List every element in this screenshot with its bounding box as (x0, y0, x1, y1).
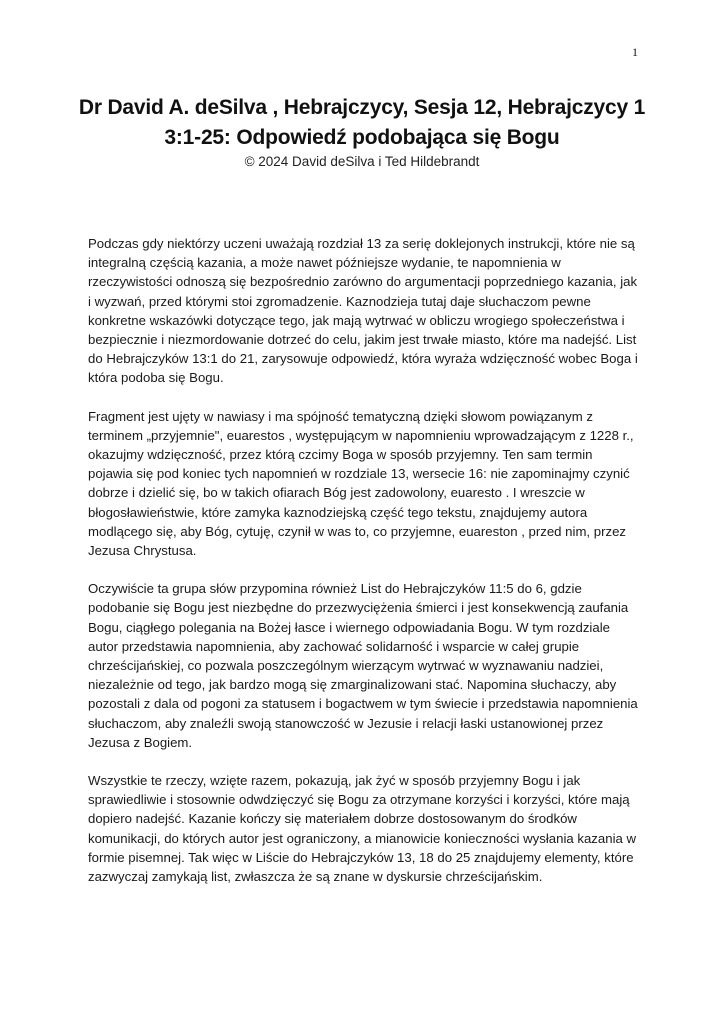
paragraph-2: Fragment jest ujęty w nawiasy i ma spójność tematyczną dzięki słowom powiązanym z terminem „przyjemnie", euarestos , występującym w napomnieniu wprowadzającym z 1228 r., okazujmy wdzięczność, przez którą czcimy Boga w sposób przyjemny. Ten sam termin pojawia się pod koniec tych napomnień w rozdziale 13, wersecie 16: nie zapominajmy czynić dobrze i dzielić się, bo w takich ofiarach Bóg jest zadowolony, euaresto . I wreszcie w błogosławieństwie, które zamyka kaznodziejską część tego tekstu, znajdujemy autora modlącego się, aby Bóg, cytuję, czynił w was to, co przyjemne, euareston , przed nim, przez Jezusa Chrystusa. (88, 408, 634, 559)
page-number: 1 (632, 45, 638, 59)
document-title: Dr David A. deSilva , Hebrajczycy, Sesja 12, Hebrajczycy 1 3:1-25: Odpowiedź podobająca się Bogu (78, 96, 646, 149)
copyright-line: © 2024 David deSilva i Ted Hildebrandt (244, 154, 480, 169)
paragraph-3: Oczywiście ta grupa słów przypomina również List do Hebrajczyków 11:5 do 6, gdzie podobanie się Bogu jest niezbędne do przezwyciężenia śmierci i jest konsekwencją zaufania Bogu, ciągłego polegania na Bożej łasce i wiernego odpowiadania Bogu. W tym rozdziale autor przedstawia napomnienia, aby zachować solidarność i wsparcie w całej grupie chrześcijańskiej, co pozwala poszczególnym wierzącym wytrwać w wyznawaniu nadziei, niezależnie od tego, jak bardzo mogą się zmarginalizowani stać. Napomina słuchaczy, aby pozostali z dala od pogoni za statusem i bogactwem w tym świecie i przedstawia napomnienia słuchaczom, aby znaleźli swoją stanowczość w Jezusie i relacji łaski ustanowionej przez Jezusa z Bogiem. (88, 581, 638, 750)
paragraph-4: Wszystkie te rzeczy, wzięte razem, pokazują, jak żyć w sposób przyjemny Bogu i jak sprawiedliwie i stosownie odwdzięczyć się Bogu za otrzymane korzyści i korzyści, które mają dopiero nadejść. Kazanie kończy się materiałem dobrze dostosowanym do środków komunikacji, do których autor jest ograniczony, a mianowicie konieczności wysłania kazania w formie pisemnej. Tak więc w Liście do Hebrajczyków 13, 18 do 25 znajdujemy elementy, które zazwyczaj zamykają list, zwłaszcza że są znane w dyskursie chrześcijańskim. (88, 773, 637, 885)
document-header (60, 93, 664, 171)
document-body (88, 234, 640, 905)
paragraph-1: Podczas gdy niektórzy uczeni uważają rozdział 13 za serię doklejonych instrukcji, które nie są integralną częścią kazania, a może nawet późniejsze wydanie, te napomnienia w rzeczywistości odnoszą się bezpośrednio zarówno do argumentacji poprzedniego kazania, jak i wyzwań, przed którymi stoi zgromadzenie. Kaznodzieja tutaj daje słuchaczom pewne konkretne wskazówki dotyczące tego, jak mają wytrwać w obliczu wrogiego społeczeństwa i bezpiecznie i niezmordowanie dotrzeć do celu, jakim jest trwałe miasto, które ma nadejść. List do Hebrajczyków 13:1 do 21, zarysowuje odpowiedź, która wyraża wdzięczność wobec Boga i która podoba się Bogu. (88, 236, 638, 386)
